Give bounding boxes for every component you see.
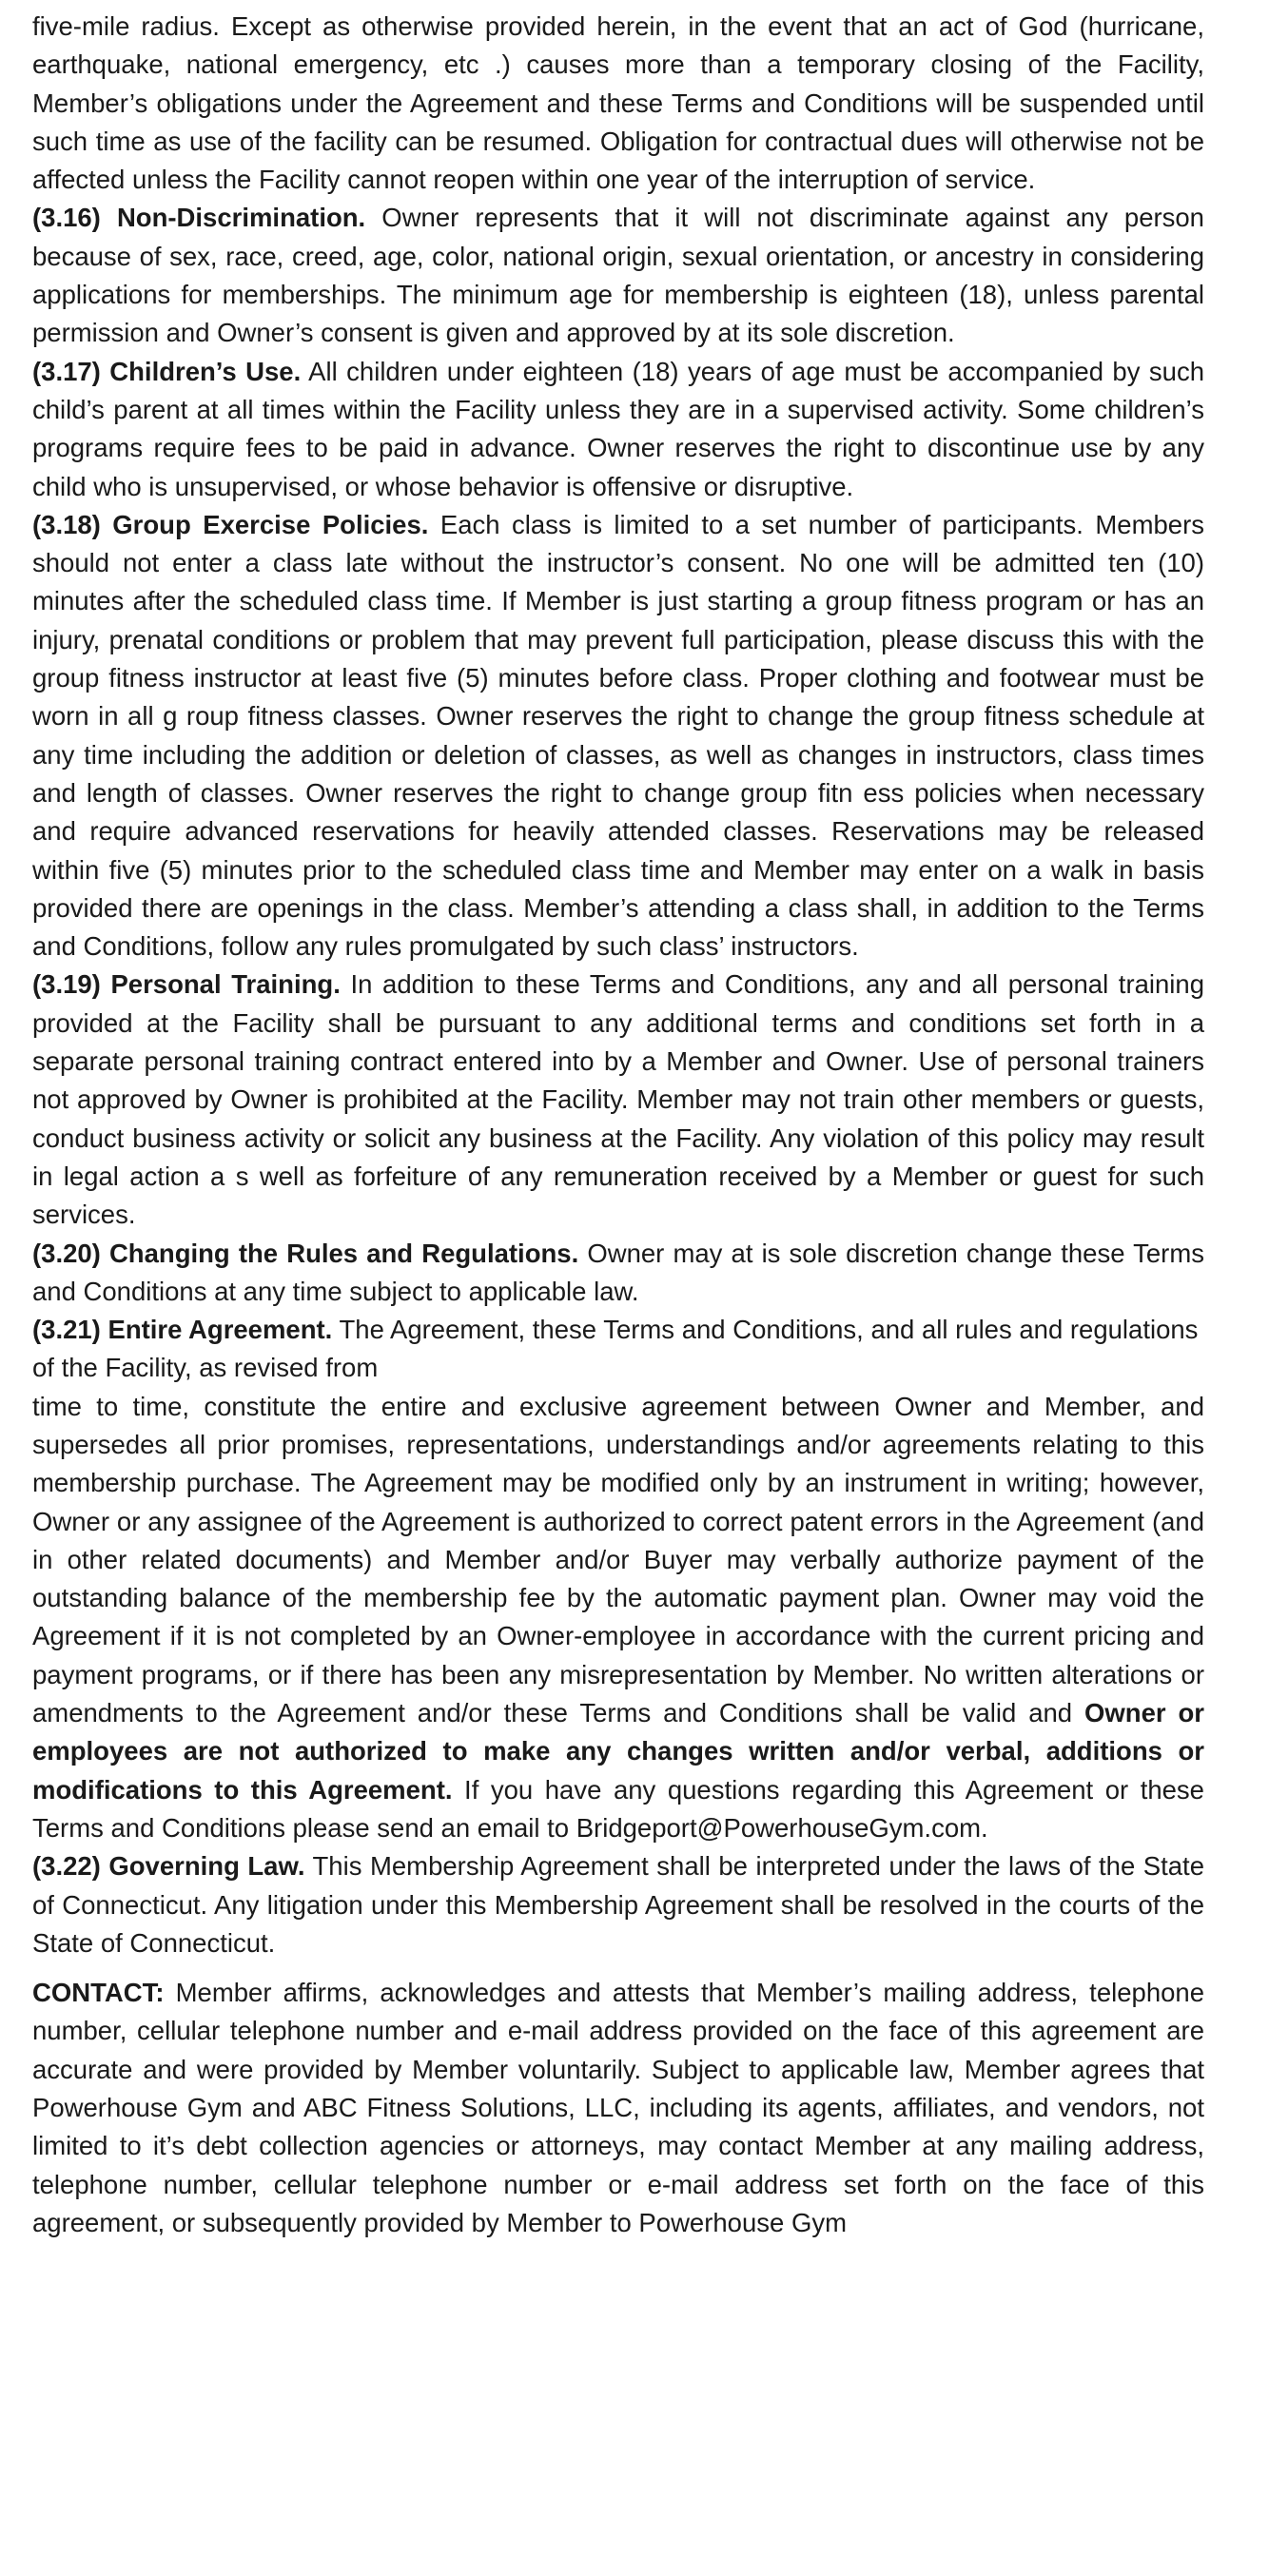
- terms-document: [32, 8, 1204, 2242]
- section-body: Owner may at is sole discretion change these Terms and Conditions at any time subject to applicable law.: [32, 1238, 1204, 1306]
- section-heading: (3.21) Entire Agreement.: [32, 1315, 333, 1345]
- section-body-tail: If you have any questions regarding this Agreement or these Terms and Conditions please send an email to Bridgeport@PowerhouseGym.com.: [32, 1774, 1204, 1843]
- section-body-emphasis: Owner or employees are not authorized to make any changes written and/or verbal, additions or modifications to this Agreement.: [32, 1698, 1205, 1805]
- contact-section: [32, 1974, 1204, 2242]
- intro-text: five-mile radius. Except as otherwise provided herein, in the event that an act of God (hurricane, earthquake, national emergency, etc .) causes more than a temporary closing of the Facility, Member’s obligations under the Agreement and these Terms and Conditions will be suspended until such time as use of the facility can be resumed. Obligation for contractual dues will otherwise not be affected unless the Facility cannot reopen within one year of the interruption of service.: [32, 11, 1204, 195]
- section-3-18: [32, 506, 1204, 966]
- section-first-line: [32, 1311, 1204, 1388]
- section-body: time to time, constitute the entire and exclusive agreement between Owner and Member, and supersedes all prior promises, representations, understandings and/or agreements relating to this membership purchase. The Agreement may be modified only by an instrument in writing; however, Owner or any assignee of the Agreement is authorized to correct patent errors in the Agreement (and in other related documents) and Member and/or Buyer may verbally authorize payment of the outstanding balance of the membership fee by the automatic payment plan. Owner may void the Agreement if it is not completed by an Owner-employee in accordance with the current pricing and payment programs, or if there has been any misrepresentation by Member. No written alterations or amendments to the Agreement and/or these Terms and Conditions shall be valid and: [32, 1391, 1204, 1728]
- section-heading: (3.16) Non-Discrimination.: [32, 203, 366, 233]
- section-body: Each class is limited to a set number of participants. Members should not enter a class late without the instructor’s consent. No one will be admitted ten (10) minutes after the scheduled class time. If Member is just starting a group fitness program or has an injury, prenatal conditions or problem that may prevent full participation, please discuss this with the group fitness instructor at least five (5) minutes before class. Proper clothing and footwear must be worn in all g roup fitness classes. Owner reserves the right to change the group fitness schedule at any time including the addition or deletion of classes, as well as changes in instructors, class times and length of classes. Owner reserves the right to change group fitn ess policies when necessary and require advanced reservations for heavily attended classes. Reservations may be released within five (5) minutes prior to the scheduled class time and Member may enter on a walk in basis provided there are openings in the class. Member’s attending a class shall, in addition to the Terms and Conditions, follow any rules promulgated by such class’ instructors.: [32, 509, 1204, 962]
- intro-paragraph: [32, 8, 1204, 199]
- section-body-first-line: The Agreement, these Terms and Conditions, and all rules and regulations of the Facility, as revised from: [32, 1315, 1199, 1383]
- section-3-19: [32, 966, 1204, 1234]
- contact-body: Member affirms, acknowledges and attests that Member’s mailing address, telephone number, cellular telephone number and e-mail address provided on the face of this agreement are accurate and were provided by Member voluntarily. Subject to applicable law, Member agrees that Powerhouse Gym and ABC Fitness Solutions, LLC, including its agents, affiliates, and vendors, not limited to it’s debt collection agencies or attorneys, may contact Member at any mailing address, telephone number, cellular telephone number or e-mail address set forth on the face of this agreement, or subsequently provided by Member to Powerhouse Gym: [32, 1978, 1204, 2237]
- section-3-16: [32, 199, 1204, 352]
- section-body: Owner represents that it will not discriminate against any person because of sex, race, creed, age, color, national origin, sexual orientation, or ancestry in considering applications for memberships. The minimum age for membership is eighteen (18), unless parental permission and Owner’s consent is given and approved by at its sole discretion.: [32, 203, 1204, 348]
- section-heading: (3.22) Governing Law.: [32, 1851, 305, 1882]
- section-3-17: [32, 353, 1204, 506]
- section-3-22: [32, 1847, 1204, 1962]
- section-heading: (3.20) Changing the Rules and Regulations.: [32, 1238, 579, 1268]
- section-body: This Membership Agreement shall be interpreted under the laws of the State of Connecticut. Any litigation under this Membership Agreement shall be resolved in the courts of the State of Connecticut.: [32, 1851, 1204, 1958]
- contact-heading: CONTACT:: [32, 1978, 165, 2008]
- section-3-20: [32, 1235, 1204, 1312]
- section-heading: (3.17) Children’s Use.: [32, 356, 302, 386]
- section-3-21: [32, 1311, 1204, 1847]
- section-heading: (3.18) Group Exercise Policies.: [32, 509, 429, 539]
- section-heading: (3.19) Personal Training.: [32, 969, 341, 1000]
- section-body: In addition to these Terms and Conditions, any and all personal training provided at the Facility shall be pursuant to any additional terms and conditions set forth in a separate personal training contract entered into by a Member and Owner. Use of personal trainers not approved by Owner is prohibited at the Facility. Member may not train other members or guests, conduct business activity or solicit any business at the Facility. Any violation of this policy may result in legal action a s well as forfeiture of any remuneration received by a Member or guest for such services.: [32, 969, 1205, 1230]
- section-body: All children under eighteen (18) years of age must be accompanied by such child’s parent at all times within the Facility unless they are in a supervised activity. Some children’s programs require fees to be paid in advance. Owner reserves the right to discontinue use by any child who is unsupervised, or whose behavior is offensive or disruptive.: [32, 356, 1204, 501]
